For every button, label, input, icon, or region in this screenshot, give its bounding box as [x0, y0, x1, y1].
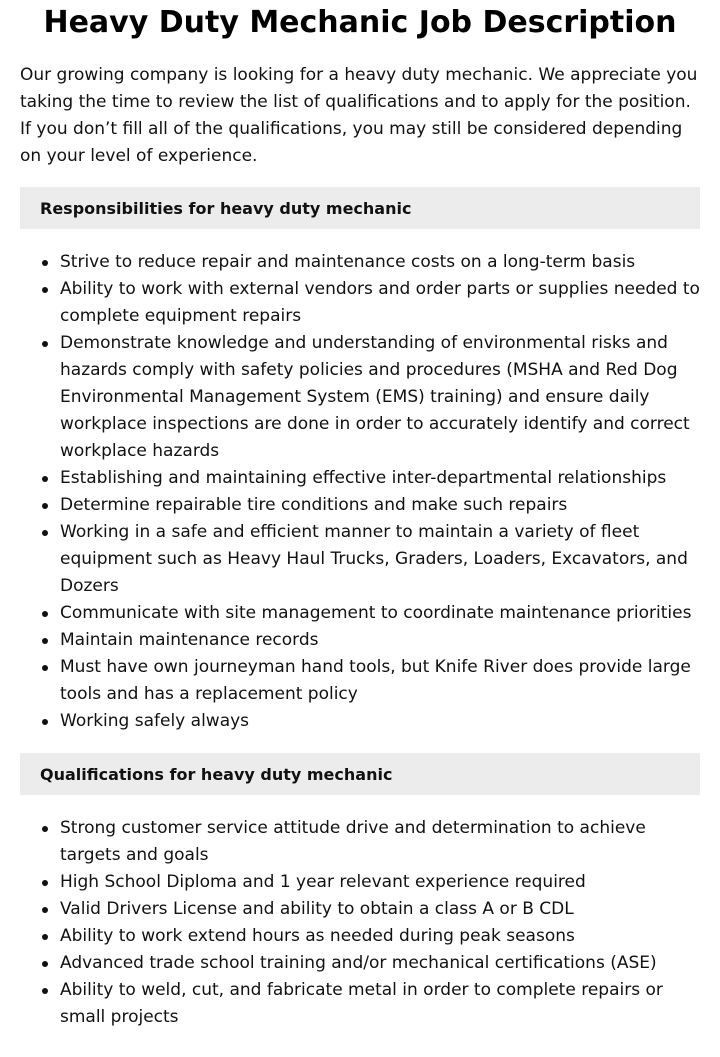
responsibilities-heading	[20, 187, 700, 229]
list-item: Must have own journeyman hand tools, but Knife River does provide large tools and has a replacement policy	[60, 654, 700, 708]
responsibilities-heading-text: Responsibilities for heavy duty mechanic	[40, 198, 412, 218]
list-item: Establishing and maintaining effective inter-departmental relationships	[60, 465, 700, 492]
bullet-icon	[42, 611, 48, 617]
list-item: Ability to weld, cut, and fabricate metal in order to complete repairs or small projects	[60, 977, 700, 1031]
bullet-icon	[42, 530, 48, 536]
list-item: Advanced trade school training and/or mechanical certifications (ASE)	[60, 950, 700, 977]
bullet-icon	[42, 907, 48, 913]
qualifications-list	[20, 815, 700, 1031]
bullet-icon	[42, 934, 48, 940]
bullet-icon	[42, 880, 48, 886]
list-item: Ability to work with external vendors and order parts or supplies needed to complete equipment repairs	[60, 276, 700, 330]
qualifications-heading	[20, 753, 700, 795]
list-item: Ability to work extend hours as needed during peak seasons	[60, 923, 700, 950]
list-item: Maintain maintenance records	[60, 627, 700, 654]
bullet-icon	[42, 826, 48, 832]
page-title: Heavy Duty Mechanic Job Description	[43, 5, 677, 40]
list-item: High School Diploma and 1 year relevant experience required	[60, 869, 700, 896]
bullet-icon	[42, 665, 48, 671]
bullet-icon	[42, 638, 48, 644]
list-item: Working in a safe and efficient manner to maintain a variety of fleet equipment such as Heavy Haul Trucks, Graders, Loaders, Excavators, and Dozers	[60, 519, 700, 600]
bullet-icon	[42, 476, 48, 482]
list-item: Working safely always	[60, 708, 700, 735]
bullet-icon	[42, 961, 48, 967]
list-item: Determine repairable tire conditions and make such repairs	[60, 492, 700, 519]
qualifications-heading-text: Qualifications for heavy duty mechanic	[40, 764, 393, 784]
list-item: Demonstrate knowledge and understanding of environmental risks and hazards comply with safety policies and procedures (MSHA and Red Dog Environmental Management System (EMS) training) and ensure daily workplace inspections are done in order to accurately identify and correct workplace hazards	[60, 330, 700, 465]
bullet-icon	[42, 988, 48, 994]
list-item: Valid Drivers License and ability to obtain a class A or B CDL	[60, 896, 700, 923]
bullet-icon	[42, 260, 48, 266]
bullet-icon	[42, 341, 48, 347]
list-item: Communicate with site management to coordinate maintenance priorities	[60, 600, 700, 627]
responsibilities-list	[20, 249, 700, 735]
list-item: Strong customer service attitude drive and determination to achieve targets and goals	[60, 815, 700, 869]
bullet-icon	[42, 719, 48, 725]
list-item: Strive to reduce repair and maintenance costs on a long-term basis	[60, 249, 700, 276]
intro-paragraph: Our growing company is looking for a heavy duty mechanic. We appreciate you taking the time to review the list of qualifications and to apply for the position. If you don’t fill all of the qualifications, you may still be considered depending on your level of experience.	[20, 65, 698, 166]
bullet-icon	[42, 287, 48, 293]
bullet-icon	[42, 503, 48, 509]
